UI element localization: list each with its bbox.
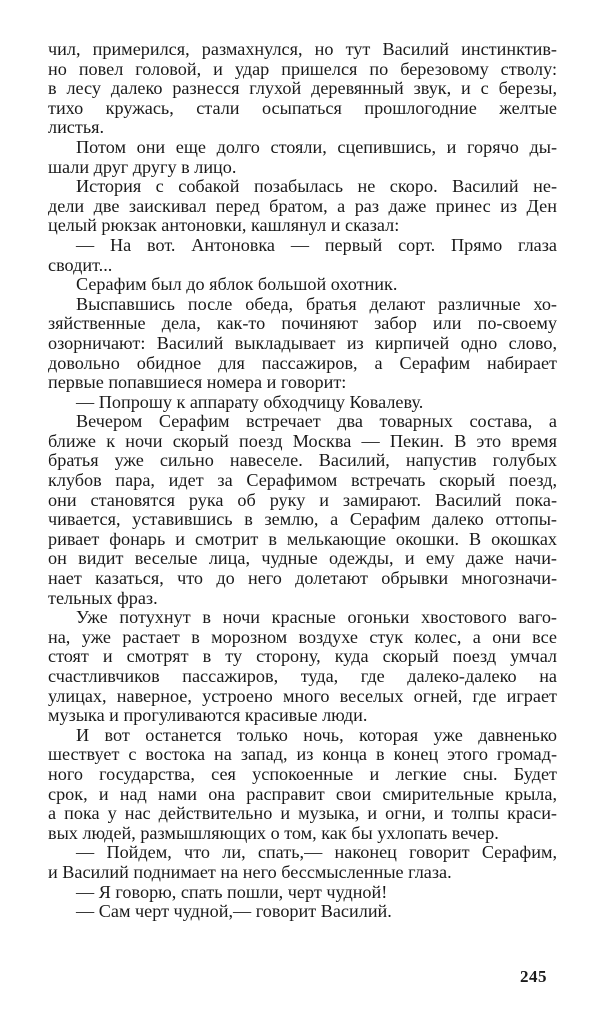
text-line: тельных фраз.: [48, 587, 158, 608]
text-line: Серафим был до яблок большой охотник.: [76, 274, 398, 295]
text-line: вых людей, размышляющих о том, как бы ухлопать вечер.: [48, 822, 499, 843]
page-number: 245: [520, 967, 547, 986]
text-line: шествует с востока на запад, из конца в конец этого громад-: [48, 744, 557, 765]
text-line: И вот останется только ночь, которая уже давненько: [76, 724, 557, 745]
paragraph: [48, 295, 557, 393]
paragraph: [48, 902, 557, 922]
text-line: — На вот. Антоновка — первый сорт. Прямо глаза: [76, 234, 557, 255]
paragraph: [48, 883, 557, 903]
text-line: в лесу далеко разнесся глухой деревянный звук, и с березы,: [48, 78, 557, 99]
text-line: они становятся рука об руку и замирают. Василий пока-: [48, 489, 557, 510]
paragraph: [48, 393, 557, 413]
body-text: [48, 40, 557, 922]
text-line: чивается, уставившись в землю, а Серафим далеко оттопы-: [48, 509, 557, 530]
paragraph: [48, 843, 557, 882]
text-line: — Сам черт чудной,— говорит Василий.: [76, 901, 392, 922]
text-line: счастливчиков пассажиров, туда, где далеко-далеко на: [48, 666, 557, 686]
text-line: стоят и смотрят в ту сторону, куда скорый поезд умчал: [48, 646, 557, 667]
text-line: срок, и над нами она расправит свои смирительные крыла,: [48, 783, 557, 804]
text-line: ного государства, сея успокоенные и легкие сны. Будет: [48, 763, 557, 784]
paragraph: [48, 236, 557, 275]
text-line: довольно обидное для пассажиров, а Серафим набирает: [48, 352, 557, 373]
text-line: улицах, наверное, устроено много веселых огней, где играет: [48, 685, 557, 706]
text-line: но повел головой, и удар пришелся по березовому стволу:: [48, 58, 557, 79]
text-line: на, уже растает в морозном воздухе стук колес, а они все: [48, 626, 557, 647]
text-line: Вечером Серафим встречает два товарных состава, а: [76, 411, 557, 432]
text-line: сводит...: [48, 254, 113, 275]
text-line: листья.: [48, 117, 105, 138]
text-line: зяйственные дела, как-то починяют забор или по-своему: [48, 313, 557, 334]
paragraph: [48, 412, 557, 608]
text-line: — Пойдем, что ли, спать,— наконец говорит Серафим,: [76, 842, 557, 863]
text-line: он видит веселые лица, чудные одежды, и ему даже начи-: [48, 548, 557, 569]
paragraph: [48, 726, 557, 844]
text-line: тихо кружась, стали осыпаться прошлогодние желтые: [48, 97, 557, 118]
text-line: дели две заискивал перед братом, а раз даже принес из Ден: [48, 195, 557, 216]
paragraph: [48, 40, 557, 138]
text-line: озорничают: Василий выкладывает из кирпичей одно слово,: [48, 332, 557, 353]
text-line: первые попавшиеся номера и говорит:: [48, 372, 347, 393]
text-line: Потом они еще долго стояли, сцепившись, и горячо ды-: [76, 136, 557, 157]
text-line: чил, примерился, размахнулся, но тут Василий инстинктив-: [48, 39, 557, 59]
text-line: — Попрошу к аппарату обходчицу Ковалеву.: [76, 391, 424, 412]
text-line: нает казаться, что до него долетают обрывки многозначи-: [48, 568, 557, 589]
paragraph: [48, 138, 557, 177]
text-line: ближе к ночи скорый поезд Москва — Пекин. В это время: [48, 430, 557, 451]
text-line: клубов пара, идет за Серафимом встречать скорый поезд,: [48, 470, 557, 491]
text-line: ривает фонарь и смотрит в мелькающие окошки. В окошках: [48, 528, 557, 549]
text-line: братья уже сильно навеселе. Василий, напустив голубых: [48, 450, 557, 471]
paragraph: [48, 275, 557, 295]
text-line: — Я говорю, спать пошли, черт чудной!: [76, 881, 388, 902]
paragraph: [48, 177, 557, 236]
text-line: Выспавшись после обеда, братья делают различные хо-: [76, 293, 557, 314]
paragraph: [48, 608, 557, 726]
text-line: а пока у нас действительно и музыка, и огни, и толпы краси-: [48, 803, 557, 824]
text-line: и Василий поднимает на него бессмысленные глаза.: [48, 861, 452, 882]
text-line: целый рюкзак антоновки, кашлянул и сказал:: [48, 215, 400, 236]
text-line: музыка и прогуливаются красивые люди.: [48, 705, 368, 726]
text-line: История с собакой позабылась не скоро. Василий не-: [76, 176, 557, 197]
text-line: Уже потухнут в ночи красные огоньки хвостового ваго-: [76, 607, 557, 628]
text-line: шали друг другу в лицо.: [48, 156, 237, 177]
